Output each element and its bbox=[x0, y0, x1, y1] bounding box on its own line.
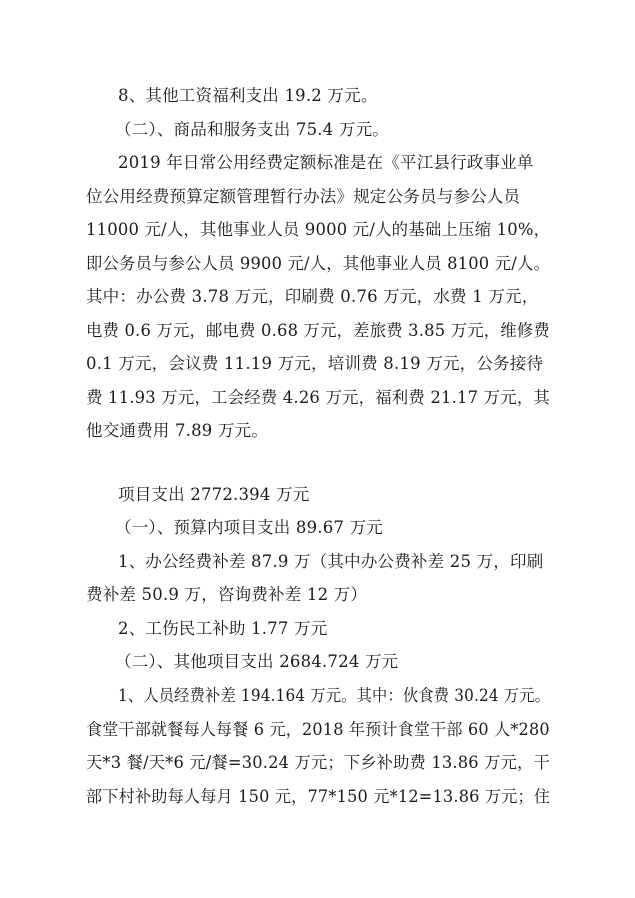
line-text: 位公用经费预算定额管理暂行办法》规定公务员与参公人员 bbox=[86, 187, 521, 206]
line-text: 部下村补助每人每月 150 元，77*150 元*12=13.86 万元；住 bbox=[86, 787, 551, 806]
line-text: 即公务员与参公人员 9900 元/人，其他事业人员 8100 元/人。 bbox=[86, 254, 550, 273]
line-text: 其中：办公费 3.78 万元，印刷费 0.76 万元，水费 1 万元， bbox=[86, 287, 539, 306]
line-text: 电费 0.6 万元，邮电费 0.68 万元，差旅费 3.85 万元，维修费 bbox=[86, 321, 550, 340]
line-text: 2、工伤民工补助 1.77 万元 bbox=[118, 619, 328, 638]
line-text: 他交通费用 7.89 万元。 bbox=[86, 421, 269, 440]
line-text: 项目支出 2772.394 万元 bbox=[118, 485, 310, 504]
line-text: 天*3 餐/天*6 元/餐=30.24 万元；下乡补助费 13.86 万元，干 bbox=[86, 753, 550, 772]
line-text: （二）、商品和服务支出 75.4 万元。 bbox=[115, 120, 389, 139]
line-text: 0.1 万元，会议费 11.19 万元，培训费 8.19 万元，公务接待 bbox=[86, 354, 544, 373]
line-text: 8、其他工资福利支出 19.2 万元。 bbox=[118, 86, 378, 105]
line-text: 费 11.93 万元，工会经费 4.26 万元，福利费 21.17 万元，其 bbox=[86, 388, 551, 407]
line-text: （二）、其他项目支出 2684.724 万元 bbox=[115, 652, 399, 671]
line-text: 1、人员经费补差 194.164 万元。其中：伙食费 30.24 万元。 bbox=[118, 686, 551, 705]
line-text: 1、办公经费补差 87.9 万（其中办公费补差 25 万，印刷 bbox=[118, 552, 544, 571]
line-text: 费补差 50.9 万，咨询费补差 12 万） bbox=[86, 585, 368, 604]
line-text: （一）、预算内项目支出 89.67 万元 bbox=[115, 518, 383, 537]
line-text: 2019 年日常公用经费定额标准是在《平江县行政事业单 bbox=[118, 153, 534, 172]
line-text: 食堂干部就餐每人每餐 6 元，2018 年预计食堂干部 60 人*280 bbox=[86, 720, 550, 739]
line-text: 11000 元/人，其他事业人员 9000 元/人的基础上压缩 10%， bbox=[86, 220, 551, 239]
